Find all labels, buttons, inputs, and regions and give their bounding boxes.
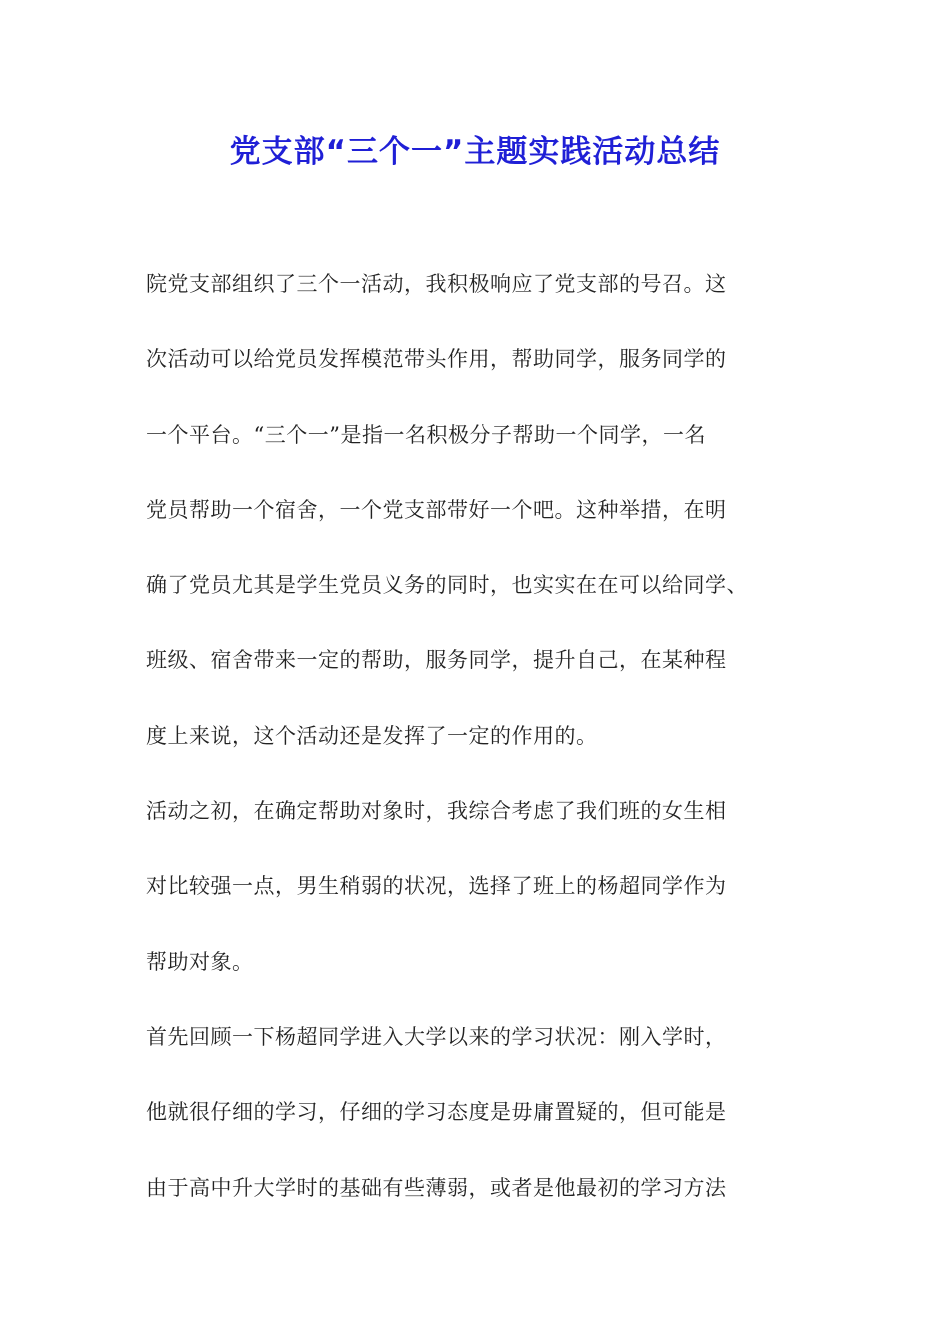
- body-line: 对比较强一点，男生稍弱的状况，选择了班上的杨超同学作为: [146, 874, 727, 899]
- document-title: 党支部“三个一”主题实践活动总结: [229, 134, 721, 170]
- body-line: 院党支部组织了三个一活动，我积极响应了党支部的号召。这: [146, 272, 727, 296]
- body-line: 班级、宿舍带来一定的帮助，服务同学，提升自己，在某种程: [146, 648, 727, 673]
- body-line: 首先回顾一下杨超同学进入大学以来的学习状况：刚入学时，: [146, 1024, 727, 1049]
- body-line: 度上来说，这个活动还是发挥了一定的作用的。: [146, 723, 598, 748]
- body-line: 由于高中升大学时的基础有些薄弱，或者是他最初的学习方法: [146, 1175, 727, 1200]
- body-line: 一个平台。“三个一”是指一名积极分子帮助一个同学，一名: [146, 422, 706, 447]
- body-line: 活动之初，在确定帮助对象时，我综合考虑了我们班的女生相: [146, 799, 727, 824]
- body-line: 他就很仔细的学习，仔细的学习态度是毋庸置疑的，但可能是: [146, 1100, 727, 1125]
- body-line: 帮助对象。: [146, 949, 254, 974]
- document-body: [146, 262, 814, 1241]
- body-line: 党员帮助一个宿舍，一个党支部带好一个吧。这种举措，在明: [146, 497, 727, 522]
- body-line: 次活动可以给党员发挥模范带头作用，帮助同学，服务同学的: [146, 347, 727, 372]
- body-line: 确了党员尤其是学生党员义务的同时，也实实在在可以给同学、: [146, 573, 748, 598]
